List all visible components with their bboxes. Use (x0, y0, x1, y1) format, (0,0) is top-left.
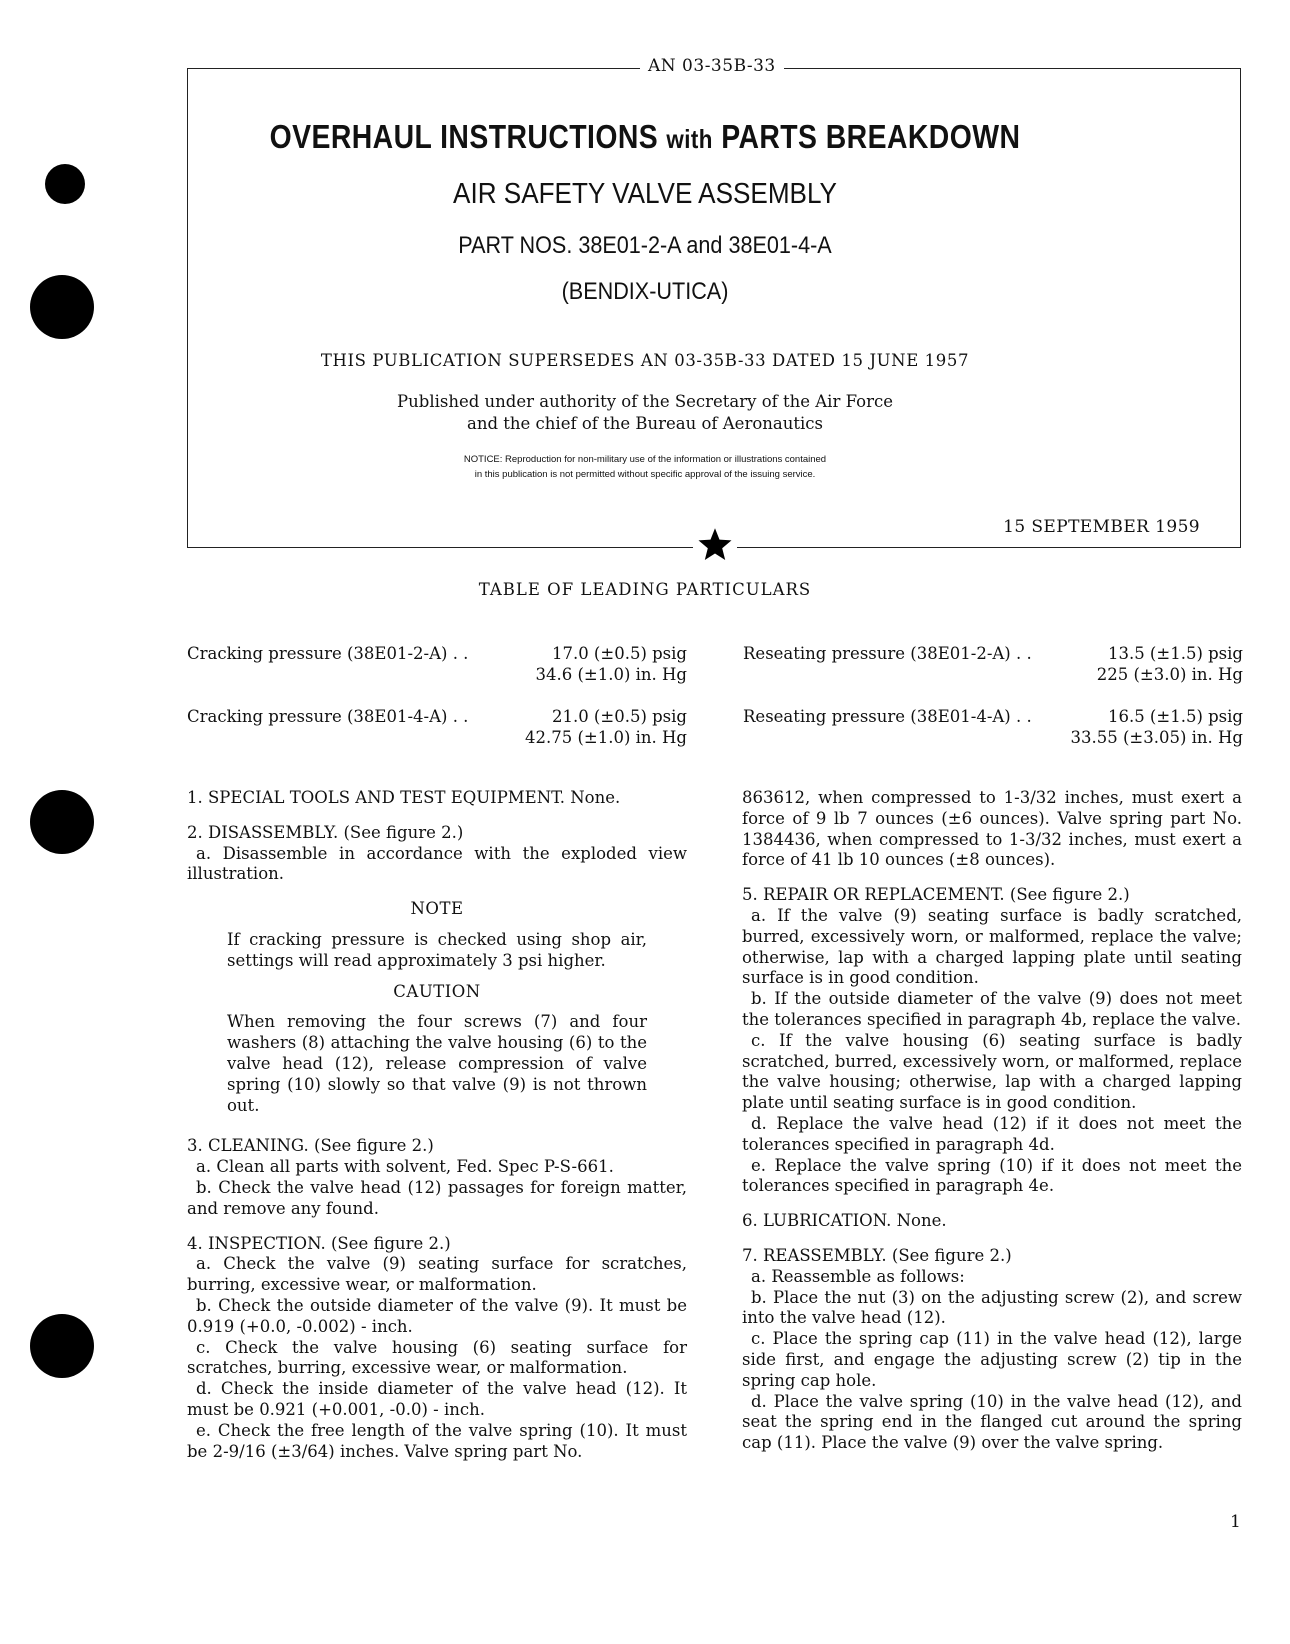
left-column (187, 788, 687, 1462)
caution-heading: CAUTION (393, 981, 481, 1001)
inspection-continued: 863612, when compressed to 1-3/32 inches, must exert a force of 9 lb 7 ounces (±6 ounces). Valve spring part No. 1384436, when compressed to 1-3/32 inches, must exert a force of 41 lb 10 ounces (±8 ounces). (742, 788, 1242, 870)
particular-crack-4a (187, 706, 687, 748)
particular-value-psig: 17.0 (±0.5) psig (551, 644, 687, 663)
right-column (742, 788, 1242, 1454)
reproduction-notice (0, 452, 1290, 482)
section-reassembly: 7. REASSEMBLY. (See figure 2.) (742, 1245, 1012, 1265)
particular-value-hg: 225 (±3.0) in. Hg (1096, 665, 1243, 684)
document-id: AN 03-35B-33 (640, 56, 784, 76)
disassembly-step-a: a. Disassemble in accordance with the exploded view illustration. (187, 843, 687, 884)
particular-value-hg: 42.75 (±1.0) in. Hg (524, 728, 687, 747)
cleaning-step-b: b. Check the valve head (12) passages for foreign matter, and remove any found. (187, 1177, 687, 1218)
particular-label: Reseating pressure (38E01-4-A) . . (743, 707, 1032, 726)
table-title: TABLE OF LEADING PARTICULARS (478, 580, 812, 599)
section-cleaning: 3. CLEANING. (See figure 2.) (187, 1136, 434, 1156)
binder-hole-3 (30, 790, 94, 854)
section-special-tools: 1. SPECIAL TOOLS AND TEST EQUIPMENT. None. (187, 788, 621, 807)
repair-step-e: e. Replace the valve spring (10) if it does not meet the tolerances specified in paragraph 4e. (742, 1155, 1242, 1196)
manufacturer: (BENDIX-UTICA) (561, 278, 729, 305)
particular-value-psig: 13.5 (±1.5) psig (1107, 644, 1243, 663)
particular-value-hg: 34.6 (±1.0) in. Hg (535, 665, 687, 684)
authority-line-1: Published under authority of the Secretary of the Air Force (397, 392, 893, 411)
reassembly-step-d: d. Place the valve spring (10) in the valve head (12), and seat the spring end in the flanged cut around the spring cap (11). Place the valve (9) over the valve spring. (742, 1391, 1242, 1453)
repair-step-a: a. If the valve (9) seating surface is badly scratched, burred, excessively worn, or malformed, replace the valve; otherwise, lap with a charged lapping plate until seating surface is in good condition. (742, 905, 1242, 988)
note-text: If cracking pressure is checked using shop air, settings will read approximately 3 psi higher. (227, 929, 647, 970)
repair-step-d: d. Replace the valve head (12) if it does not meet the tolerances specified in paragraph 4d. (742, 1113, 1242, 1154)
reassembly-step-a: a. Reassemble as follows: (751, 1266, 965, 1286)
cleaning-step-a: a. Clean all parts with solvent, Fed. Spec P-S-661. (196, 1157, 614, 1177)
note-heading: NOTE (410, 899, 464, 919)
publication-date: 15 SEPTEMBER 1959 (1003, 517, 1200, 537)
repair-step-b: b. If the outside diameter of the valve (9) does not meet the tolerances specified in paragraph 4b, replace the valve. (742, 989, 1242, 1029)
caution-text: When removing the four screws (7) and four washers (8) attaching the valve housing (6) to the valve head (12), release compression of valve spring (10) slowly so that valve (9) is not thrown out. (227, 1012, 647, 1115)
particular-label: Reseating pressure (38E01-2-A) . . (743, 644, 1032, 663)
inspection-step-a: a. Check the valve (9) seating surface for scratches, burring, excessive wear, or malformation. (187, 1254, 687, 1295)
title-part-1: OVERHAUL INSTRUCTIONS (269, 118, 659, 155)
inspection-step-c: c. Check the valve housing (6) seating surface for scratches, burring, excessive wear, or malformation. (187, 1337, 687, 1378)
reassembly-step-b: b. Place the nut (3) on the adjusting screw (2), and screw into the valve head (12). (742, 1287, 1242, 1328)
star-icon (693, 522, 737, 566)
authority-line-2: and the chief of the Bureau of Aeronautics (467, 414, 823, 433)
binder-hole-4 (30, 1314, 94, 1378)
notice-line-1: NOTICE: Reproduction for non-military use of the information or illustrations contained (463, 454, 827, 465)
section-disassembly: 2. DISASSEMBLY. (See figure 2.) (187, 822, 464, 842)
particular-reseat-4a (743, 706, 1243, 748)
assembly-name: AIR SAFETY VALVE ASSEMBLY (453, 178, 837, 210)
particular-value-hg: 33.55 (±3.05) in. Hg (1070, 728, 1243, 747)
particular-value-psig: 16.5 (±1.5) psig (1107, 707, 1243, 726)
particular-reseat-2a (743, 643, 1243, 685)
supersedes-notice: THIS PUBLICATION SUPERSEDES AN 03-35B-33 DATED 15 JUNE 1957 (320, 351, 970, 370)
particular-label: Cracking pressure (38E01-2-A) . . (187, 644, 469, 663)
authority-statement (0, 391, 1290, 435)
section-inspection: 4. INSPECTION. (See figure 2.) (187, 1233, 451, 1253)
reassembly-step-c: c. Place the spring cap (11) in the valve head (12), large side first, and engage the adjusting screw (2) tip in the spring cap hole. (742, 1329, 1242, 1390)
title-part-2: with (666, 124, 713, 154)
inspection-step-d: d. Check the inside diameter of the valve head (12). It must be 0.921 (+0.001, -0.0) - inch. (187, 1379, 687, 1419)
particular-label: Cracking pressure (38E01-4-A) . . (187, 707, 469, 726)
particular-value-psig: 21.0 (±0.5) psig (551, 707, 687, 726)
inspection-step-b: b. Check the outside diameter of the valve (9). It must be 0.919 (+0.0, -0.002) - inch. (187, 1295, 687, 1336)
particular-crack-2a (187, 643, 687, 685)
repair-step-c: c. If the valve housing (6) seating surface is badly scratched, burred, excessively worn, or malformed, replace the valve housing; otherwise, lap with a charged lapping plate until seating surface is in good condition. (742, 1030, 1242, 1113)
document-title (90, 118, 1199, 156)
section-lubrication: 6. LUBRICATION. None. (742, 1211, 947, 1231)
part-numbers: PART NOS. 38E01-2-A and 38E01-4-A (458, 232, 832, 259)
page-number: 1 (1230, 1512, 1241, 1532)
title-part-3: PARTS BREAKDOWN (721, 118, 1021, 155)
inspection-step-e: e. Check the free length of the valve spring (10). It must be 2-9/16 (±3/64) inches. Valve spring part No. (187, 1420, 687, 1461)
notice-line-2: in this publication is not permitted without specific approval of the issuing service. (474, 469, 816, 480)
section-repair: 5. REPAIR OR REPLACEMENT. (See figure 2.) (742, 885, 1130, 905)
